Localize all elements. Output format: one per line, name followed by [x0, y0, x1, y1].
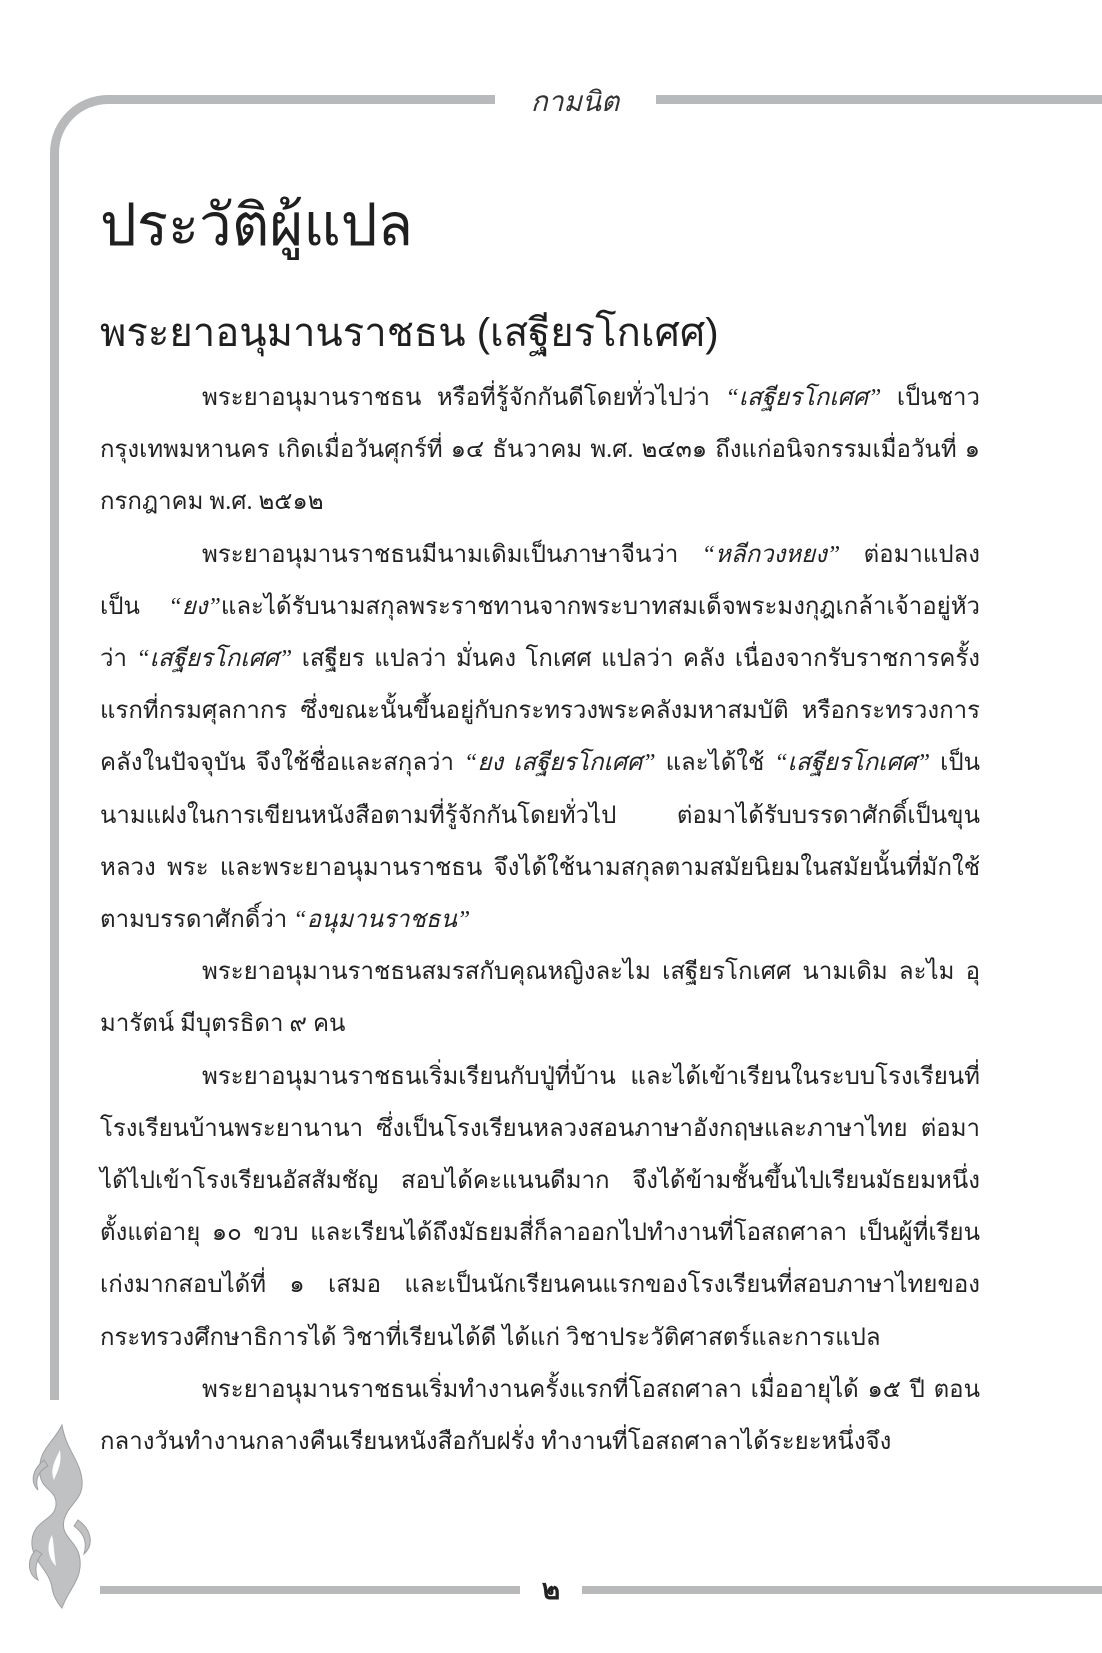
page-frame-bottom-left-rule: [100, 1586, 520, 1594]
paragraph-names: [100, 529, 980, 947]
paragraph-education: [100, 1051, 980, 1364]
italic-name: “อนุมานราชธน”: [293, 907, 471, 934]
text-run: พระยาอนุมานราชธนสมรสกับคุณหญิงละไม เสฐียรโกเศศ นามเดิม ละไม อุมารัตน์ มีบุตรธิดา ๙ คน: [100, 959, 980, 1038]
paragraph-family: [100, 946, 980, 1050]
text-run: เสฐียร แปลว่า มั่นคง โกเศศ แปลว่า คลัง เนื่องจากรับราชการครั้งแรกที่กรมศุลกากร ซึ่งขณะนั้นขึ้นอยู่กับกระทรวงพระคลังมหาสมบัติ หรือกระทรวงการคลังในปัจจุบัน จึงใช้ชื่อและสกุลว่า: [100, 646, 980, 777]
text-run: เป็นชาวกรุงเทพมหานคร เกิดเมื่อวันศุกร์ที่ ๑๔ ธันวาคม พ.ศ. ๒๔๓๑ ถึงแก่อนิจกรรมเมื่อวันที่ ๑ กรกฎาคม พ.ศ. ๒๕๑๒: [100, 385, 980, 516]
page-frame-bottom-right-rule: [582, 1586, 1102, 1594]
paragraph-career: [100, 1364, 980, 1468]
italic-name: “หลีกวงหยง”: [701, 541, 841, 568]
text-run: และได้รับนามสกุลพระราชทานจากพระบาทสมเด็จพระมงกุฎเกล้าเจ้าอยู่หัวว่า: [100, 593, 980, 673]
page-frame-left-rule: [50, 200, 59, 1400]
text-run: พระยาอนุมานราชธนเริ่มทำงานครั้งแรกที่โอสถศาลา เมื่ออายุได้ ๑๕ ปี ตอนกลางวันทำงานกลางคืนเรียนหนังสือกับฝรั่ง ทำงานที่โอสถศาลาได้ระยะหนึ่งจึง: [100, 1376, 980, 1456]
text-run: เป็นนามแฝงในการเขียนหนังสือตามที่รู้จักกันโดยทั่วไป ต่อมาได้รับบรรดาศักดิ์เป็นขุน หลวง พระ และพระยาอนุมานราชธน จึงได้ใช้นามสกุลตามสมัยนิยมในสมัยนั้นที่มักใช้ตามบรรดาศักดิ์ว่า: [100, 750, 980, 934]
italic-name: “เสฐียรโกเศศ”: [774, 750, 931, 777]
page-number: ๒: [541, 1575, 561, 1606]
paragraph-birth: [100, 372, 980, 529]
text-run: และได้ใช้: [655, 750, 775, 777]
italic-name: “เสฐียรโกเศศ”: [136, 646, 293, 673]
page-title: ประวัติผู้แปล: [100, 193, 414, 258]
italic-name: “ยง เสฐียรโกเศศ”: [463, 750, 656, 777]
thai-flame-ornament-icon: [22, 1420, 102, 1610]
running-title: กามนิต: [530, 85, 620, 118]
text-run: ต่อมาแปลงเป็น: [100, 541, 980, 620]
text-run: พระยาอนุมานราชธนมีนามเดิมเป็นภาษาจีนว่า: [202, 541, 702, 568]
page-frame-top-right-rule: [656, 95, 1102, 104]
text-run: พระยาอนุมานราชธนเริ่มเรียนกับปู่ที่บ้าน และได้เข้าเรียนในระบบโรงเรียนที่โรงเรียนบ้านพระยานานา ซึ่งเป็นโรงเรียนหลวงสอนภาษาอังกฤษและภาษาไทย ต่อมาได้ไปเข้าโรงเรียนอัสสัมชัญ สอบได้คะแนนดีมาก จึงได้ข้ามชั้นขึ้นไปเรียนมัธยมหนึ่ง ตั้งแต่อายุ ๑๐ ขวบ และเรียนได้ถึงมัธยมสี่ก็ลาออกไปทำงานที่โอสถศาลา เป็นผู้ที่เรียนเก่งมากสอบได้ที่ ๑ เสมอ และเป็นนักเรียนคนแรกของโรงเรียนที่สอบภาษาไทยของกระทรวงศึกษาธิการได้ วิชาที่เรียนได้ดี ได้แก่ วิชาประวัติศาสตร์และการแปล: [100, 1063, 980, 1351]
body-text: [100, 372, 980, 1468]
section-title: พระยาอนุมานราชธน (เสฐียรโกเศศ): [100, 311, 719, 355]
text-run: พระยาอนุมานราชธน หรือที่รู้จักกันดีโดยทั่วไปว่า: [202, 385, 726, 411]
italic-name: “เสฐียรโกเศศ”: [725, 385, 882, 411]
italic-name: “ยง”: [168, 593, 221, 620]
